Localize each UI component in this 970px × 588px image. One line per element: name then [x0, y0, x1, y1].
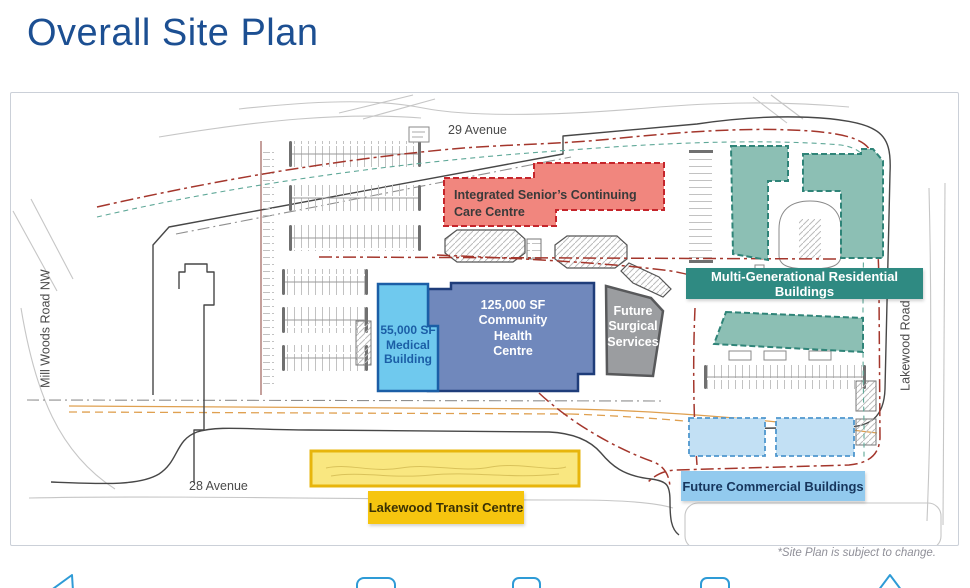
peak-icon: [878, 575, 902, 588]
commercial-building-2-shape: [776, 418, 854, 456]
page-title: Overall Site Plan: [27, 12, 319, 54]
rounded-rect-icon: [701, 578, 729, 588]
transit-banner: Lakewood Transit Centre: [368, 491, 524, 524]
site-plan: [10, 92, 959, 546]
street-label-mill-woods-road: Mill Woods Road NW: [38, 269, 53, 388]
health-centre-label: 125,000 SF Community Health Centre: [478, 298, 548, 358]
transit-centre-shape: [311, 451, 579, 486]
commercial-banner: Future Commercial Buildings: [681, 471, 865, 501]
rounded-rect-icon: [513, 578, 540, 588]
triangle-flag-icon: [50, 575, 73, 588]
commercial-building-1-shape: [689, 418, 765, 456]
residential-banner: Multi-Generational Residential Buildings: [686, 268, 923, 299]
surgical-services-label: Future Surgical Services: [607, 304, 659, 349]
rounded-rect-icon: [357, 578, 395, 588]
street-label-29-avenue: 29 Avenue: [448, 123, 507, 137]
footer-icons-strip: [0, 570, 970, 588]
care-centre-label: Integrated Senior’s Continuing Care Centre: [454, 188, 637, 219]
street-label-28-avenue: 28 Avenue: [189, 479, 248, 493]
street-label-lakewood-road: Lakewood Road: [898, 300, 913, 391]
residential-building-c-shape: [714, 312, 863, 352]
medical-building-label: 55,000 SF Medical Building: [380, 323, 436, 367]
disclaimer-note: *Site Plan is subject to change.: [777, 547, 936, 559]
